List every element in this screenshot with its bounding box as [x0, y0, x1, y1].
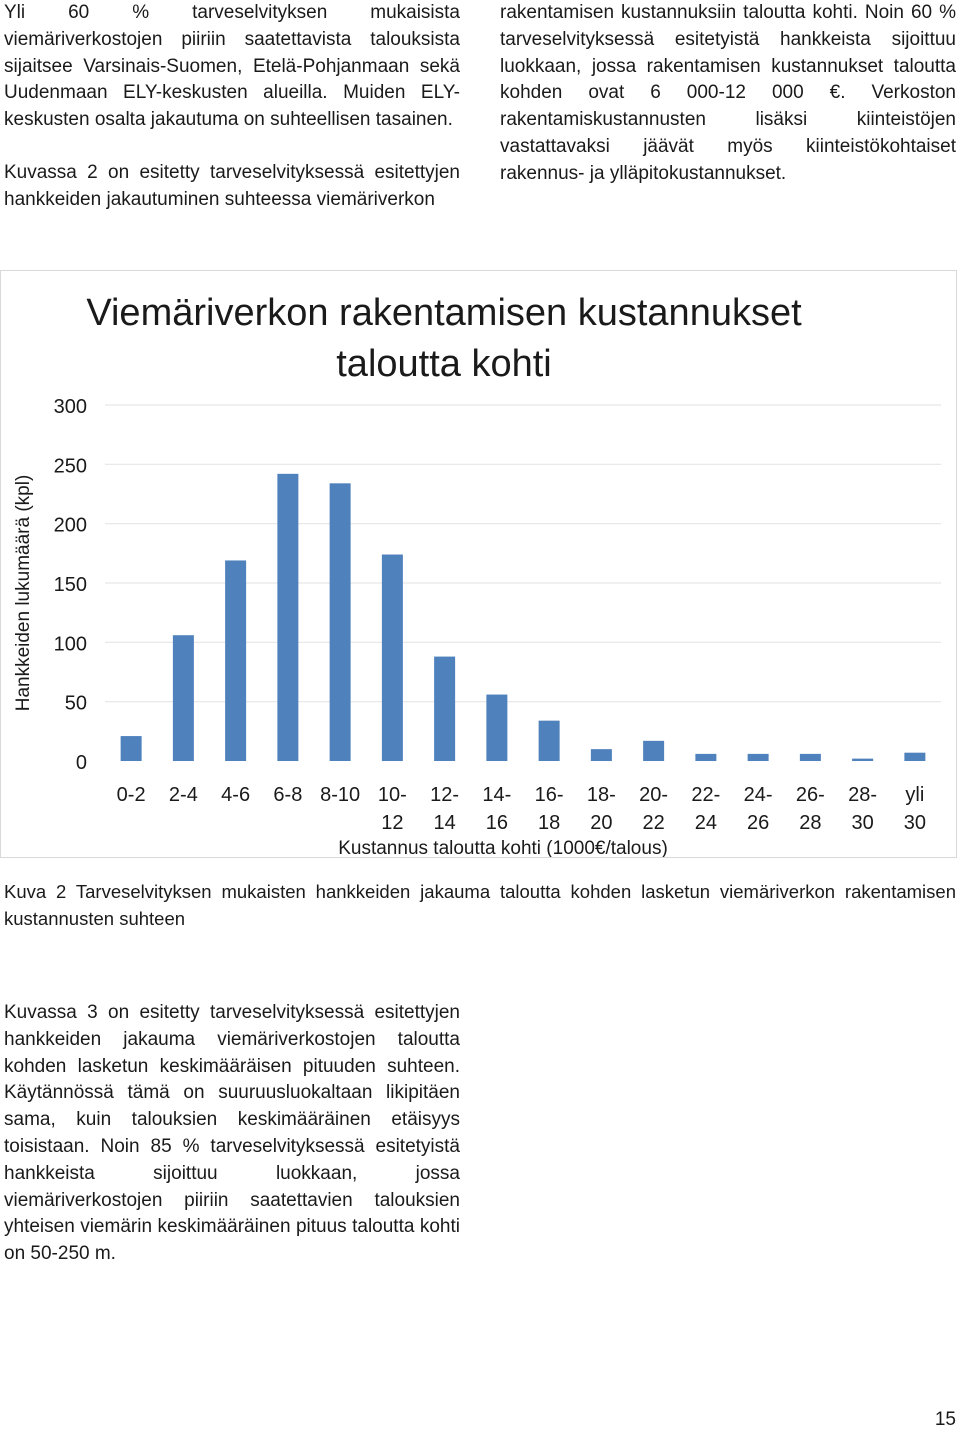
x-axis-title: Kustannus taloutta kohti (1000€/talous)	[338, 838, 668, 857]
x-tick-label: 28-	[848, 784, 878, 806]
x-tick-label: 26-	[795, 784, 825, 806]
y-tick-label: 200	[53, 514, 87, 537]
x-tick-label: 22	[642, 812, 665, 834]
bar-4	[330, 483, 351, 761]
x-tick-label: 18	[538, 812, 561, 834]
bar-2	[225, 560, 246, 761]
y-tick-label: 250	[53, 455, 87, 478]
x-tick-label: 4-6	[221, 784, 251, 806]
x-tick-label: 12	[381, 812, 404, 834]
x-tick-label: 14	[433, 812, 456, 834]
chart-figure	[0, 270, 957, 858]
x-tick-label: 30	[851, 812, 874, 834]
x-tick-label: 16	[485, 812, 508, 834]
bar-5	[382, 555, 403, 761]
bar-chart	[1, 271, 956, 857]
bar-12	[748, 754, 769, 761]
y-tick-label: 300	[53, 396, 87, 418]
bar-6	[434, 657, 455, 761]
x-tick-label: 2-4	[168, 784, 198, 806]
y-tick-label: 0	[75, 752, 87, 774]
x-tick-label: 24-	[743, 784, 773, 806]
page-number: 15	[934, 1409, 956, 1430]
x-tick-label: 16-	[534, 784, 564, 806]
x-tick-label: 14-	[482, 784, 512, 806]
x-tick-label: 0-2	[116, 784, 146, 806]
paragraph-left-second: Kuvassa 2 on esitetty tarveselvityksessä esitettyjen hankkeiden jakautuminen suhteessa viemäriverkon	[4, 162, 460, 210]
x-tick-label: 20	[590, 812, 613, 834]
x-tick-label: 12-	[430, 784, 460, 806]
bar-11	[695, 754, 716, 761]
x-tick-label: yli	[905, 784, 925, 806]
bar-15	[904, 753, 925, 761]
paragraph-left-bottom: Kuvassa 3 on esitetty tarveselvityksessä esitettyjen hankkeiden jakauma viemäriverkostojen taloutta kohden lasketun keskimääräisen pituuden suhteen. Käytännössä tämä on suuruusluokaltaan likipitäen sama, kuin talouksien keskimääräinen etäisyys toisistaan. Noin 85 % tarveselvityksessä esitetyistä hankkeista sijoittuu luokkaan, jossa viemäriverkostojen piiriin saatettavien talouksien yhteisen viemärin keskimääräinen pituus taloutta kohti on 50-250 m.	[4, 1002, 460, 1265]
bar-0	[121, 736, 142, 761]
x-tick-label: 24	[694, 812, 717, 834]
bar-7	[486, 695, 507, 761]
bar-9	[591, 749, 612, 761]
chart-title-line: taloutta kohti	[336, 343, 552, 385]
x-tick-label: 26	[747, 812, 770, 834]
y-axis-title: Hankkeiden lukumäärä (kpl)	[13, 474, 34, 712]
y-tick-label: 100	[53, 633, 87, 656]
x-tick-label: 30	[903, 812, 926, 834]
x-tick-label: 28	[799, 812, 822, 834]
x-tick-label: 18-	[586, 784, 616, 806]
paragraph-right-top: rakentamisen kustannuksiin taloutta kohti. Noin 60 % tarveselvityksessä esitetyistä hankkeista sijoittuu luokkaan, jossa rakentamisen kustannukset taloutta kohden ovat 6 000-12 000 €. Verkoston rakentamiskustannusten lisäksi kiinteistöjen vastattavaksi jäävät myös kiinteistökohtaiset rakennus- ja ylläpitokustannukset.	[500, 2, 956, 184]
bar-14	[852, 759, 873, 761]
bar-8	[539, 721, 560, 761]
chart-title-line: Viemäriverkon rakentamisen kustannukset	[86, 292, 802, 334]
bar-13	[800, 754, 821, 761]
y-tick-label: 150	[53, 574, 87, 596]
bar-10	[643, 741, 664, 761]
x-tick-label: 20-	[639, 784, 669, 806]
y-tick-label: 50	[64, 692, 87, 715]
x-tick-label: 8-10	[320, 784, 361, 806]
paragraph-left-top: Yli 60 % tarveselvityksen mukaisista viemäriverkostojen piiriin saatettavista talouksista sijaitsee Varsinais-Suomen, Etelä-Pohjanmaan sekä Uudenmaan ELY-keskusten alueilla. Muiden ELY-keskusten osalta jakautuma on suhteellisen tasainen.	[4, 2, 460, 131]
bar-1	[173, 635, 194, 761]
bar-3	[277, 474, 298, 761]
x-tick-label: 22-	[691, 784, 721, 806]
figure-caption: Kuva 2 Tarveselvityksen mukaisten hankkeiden jakauma taloutta kohden lasketun viemäriverkon rakentamisen kustannusten suhteen	[4, 881, 956, 929]
x-tick-label: 6-8	[273, 784, 303, 806]
x-tick-label: 10-	[377, 784, 407, 806]
